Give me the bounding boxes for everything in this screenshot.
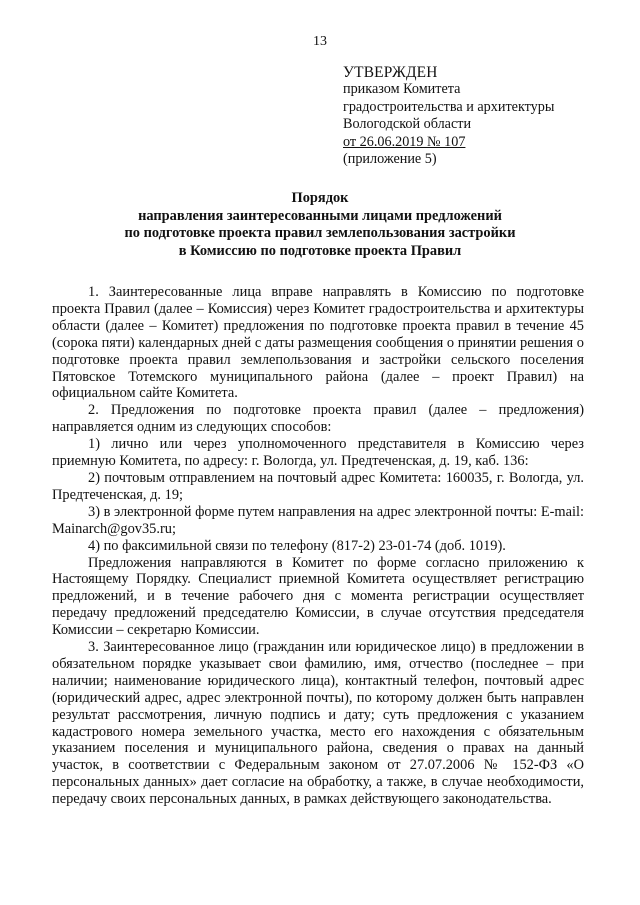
- paragraph: 2. Предложения по подготовке проекта правил (далее – предложения) направляется одним из следующих способов:: [52, 402, 584, 436]
- paragraph: 3. Заинтересованное лицо (гражданин или юридическое лицо) в предложении в обязательном порядке указывает свои фамилию, имя, отчество (последнее – при наличии; наименование юридического лица), контактный телефон, почтовый адрес (юридический адрес, адрес электронной почты), по которому должен быть направлен результат рассмотрения, личную подпись и дату; суть предложения с указанием кадастрового номера земельного участка, место его нахождения с обязательным указанием поселения и муниципального района, сведения о правах на данный участок, в соответствии с Федеральным законом от 27.07.2006 № 152-ФЗ «О персональных данных» дает согласие на обработку, а также, в случае необходимости, передачу своих персональных данных, в рамках действующего законодательства.: [52, 639, 584, 808]
- paragraph: 2) почтовым отправлением на почтовый адрес Комитета: 160035, г. Вологда, ул. Предтеченская, д. 19;: [52, 469, 584, 503]
- approval-appendix: (приложение 5): [343, 151, 437, 168]
- approval-date: от 26.06.2019 № 107: [343, 133, 466, 150]
- title-line: направления заинтересованными лицами предложений: [138, 207, 502, 224]
- title-line: в Комиссию по подготовке проекта Правил: [178, 242, 462, 259]
- approval-heading: УТВЕРЖДЕН: [343, 64, 438, 81]
- page-number: 13: [313, 34, 327, 49]
- approval-line: приказом Комитета: [343, 81, 461, 98]
- document-title: [80, 190, 560, 260]
- paragraph: 4) по факсимильной связи по телефону (817-2) 23-01-74 (доб. 1019).: [88, 537, 506, 554]
- document-body: [52, 284, 584, 808]
- paragraph: 3) в электронной форме путем направления на адрес электронной почты: E-mail: Mainarch@gov35.ru;: [52, 503, 584, 537]
- title-line: Порядок: [291, 190, 349, 206]
- title-line: по подготовке проекта правил землепользования застройки: [124, 225, 516, 242]
- paragraph: 1) лично или через уполномоченного представителя в Комиссию через приемную Комитета, по адресу: г. Вологда, ул. Предтеченская, д. 19, каб. 136:: [52, 436, 584, 470]
- approval-line: Вологодской области: [343, 116, 472, 133]
- paragraph: 1. Заинтересованные лица вправе направлять в Комиссию по подготовке проекта Правил (далее – Комиссия) через Комитет градостроительства и архитектуры области (далее – Комитет) предложения по подготовке проекта правил в течение 45 (сорока пяти) календарных дней с даты размещения сообщения о принятии решения о подготовке проекта правил землепользования и застройки сельского поселения Пятовское Тотемского муниципального района (далее – проект Правил) на официальном сайте Комитета.: [52, 284, 584, 402]
- approval-line: градостроительства и архитектуры: [343, 98, 555, 115]
- approval-stamp: [343, 64, 613, 168]
- paragraph: Предложения направляются в Комитет по форме согласно приложению к Настоящему Порядку. Специалист приемной Комитета осуществляет регистрацию предложений, и в течение рабочего дня с момента регистрации осуществляет передачу предложений председателю Комиссии, в случае отсутствия председателя Комиссии – секретарю Комиссии.: [52, 554, 584, 639]
